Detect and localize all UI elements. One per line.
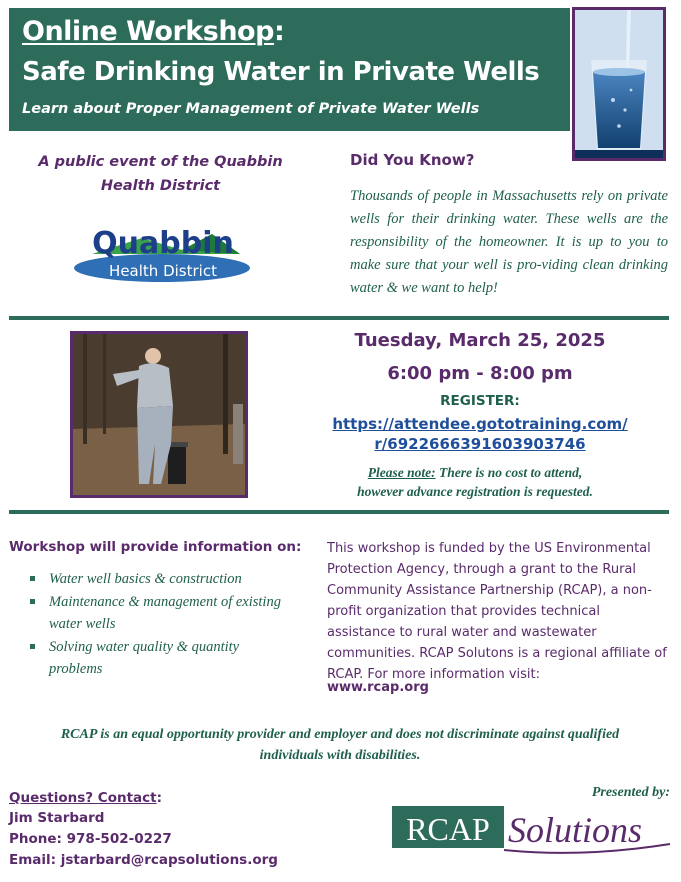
register-link[interactable]: https://attendee.gototraining.com/ r/6922666391603903746	[332, 415, 628, 453]
registration-note: Please note: There is no cost to attend, however advance registration is requested.	[357, 465, 593, 499]
event-time: 6:00 pm - 8:00 pm	[387, 363, 573, 384]
well-photo	[70, 331, 248, 498]
list-item: Solving water quality & quantity problems	[30, 636, 295, 681]
page-title-line2: Safe Drinking Water in Private Wells	[22, 57, 540, 87]
list-item: Maintenance & management of existing water wells	[30, 591, 295, 636]
did-you-know-body: Thousands of people in Massachusetts rely on private wells for their drinking water. These wells are the responsibility of the homeowner. It is up to you to make sure that your well is pro-viding clean drinking water & we want to help!	[350, 188, 668, 296]
section-divider	[9, 510, 669, 514]
bullet-icon	[30, 644, 35, 649]
event-host-text: A public event of the Quabbin Health District	[38, 154, 283, 194]
contact-heading: Questions? Contact:	[9, 790, 163, 806]
funding-text: This workshop is funded by the US Environmental Protection Agency, through a grant to the Rural Community Assistance Partnership (RCAP), a non-profit organization that provides technical assistance to rural water and wastewater communities. RCAP Solutons is a regional affiliate of RCAP. For more information visit:	[327, 541, 667, 682]
quabbin-logo	[72, 220, 254, 286]
list-item: Water well basics & construction	[30, 568, 295, 591]
contact-email[interactable]: Email: jstarbard@rcapsolutions.org	[9, 852, 278, 868]
presented-by-label: Presented by:	[591, 785, 670, 800]
page-subtitle: Learn about Proper Management of Private Water Wells	[22, 101, 480, 117]
section-divider	[9, 316, 669, 320]
bullet-icon	[30, 599, 35, 604]
did-you-know-heading: Did You Know?	[350, 151, 475, 169]
event-date: Tuesday, March 25, 2025	[354, 330, 606, 351]
rcap-solutions-logo	[392, 800, 672, 860]
water-glass-photo	[572, 7, 666, 161]
quabbin-logo-subtext: Health District	[109, 262, 217, 280]
page-title-line1: Online Workshop:	[22, 16, 285, 47]
equal-opportunity-statement: RCAP is an equal opportunity provider and employer and does not discriminate against qualified individuals with disabilities.	[60, 727, 620, 763]
register-label: REGISTER:	[440, 393, 520, 409]
contact-name: Jim Starbard	[9, 810, 105, 826]
water-glass-icon	[575, 10, 663, 158]
rcap-logo-text: RCAP	[406, 811, 490, 847]
workshop-heading: Workshop will provide information on:	[9, 539, 302, 555]
quabbin-logo-text: Quabbin	[92, 226, 234, 261]
contact-phone: Phone: 978-502-0227	[9, 831, 172, 847]
workshop-topics-list	[30, 568, 295, 681]
rcap-website-link[interactable]: www.rcap.org	[327, 680, 429, 695]
solutions-logo-text: Solutions	[508, 810, 643, 850]
bullet-icon	[30, 576, 35, 581]
